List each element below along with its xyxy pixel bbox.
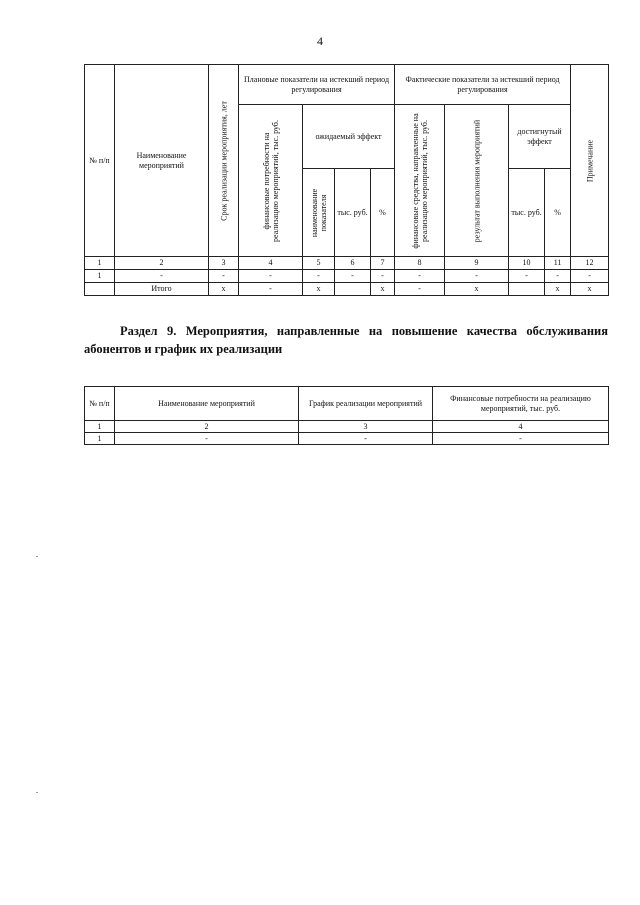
col-header-indicator-name: наименование показателя [303,169,335,257]
col-group-plan: Плановые показатели на истекший период регулирования [239,65,395,105]
table-cell: х [303,283,335,296]
col-header-plan-fin: финансовые потребности на реализацию мероприятий, тыс. руб. [239,105,303,257]
table-cell: - [395,270,445,283]
table-cell: х [545,283,571,296]
col-number: 8 [395,257,445,270]
table-cell [509,283,545,296]
table-cell: - [239,283,303,296]
col-number: 10 [509,257,545,270]
table-cell: - [335,270,371,283]
total-row [85,283,609,296]
col-header-thousand-rub: тыс. руб. [335,169,371,257]
table-cell: - [115,433,299,445]
page-number: 4 [317,34,323,48]
col-header-fact-percent: % [545,169,571,257]
column-number-row [85,421,609,433]
table-cell: - [239,270,303,283]
table-cell: 1 [85,433,115,445]
table-cell: - [545,270,571,283]
col-header-num: № п/п [85,387,115,421]
col-number: 2 [115,257,209,270]
table-cell: - [371,270,395,283]
table-cell: 1 [85,270,115,283]
table-cell [85,283,115,296]
table-cell: - [209,270,239,283]
col-header-expected-effect: ожидаемый эффект [303,105,395,169]
table-cell: х [209,283,239,296]
col-number: 1 [85,257,115,270]
table-row [85,270,609,283]
table-cell: - [433,433,609,445]
financial-plan-table [84,64,609,296]
col-number: 5 [303,257,335,270]
col-header-name: Наименование мероприятий [115,387,299,421]
col-header-fact-fin: финансовые средства, направленные на реализацию мероприятий, тыс. руб. [395,105,445,257]
section-9-table [84,386,609,445]
table-cell: - [115,270,209,283]
col-number: 4 [239,257,303,270]
col-number: 7 [371,257,395,270]
col-group-fact: Фактические показатели за истекший период регулирования [395,65,571,105]
col-header-note: Примечание [571,65,609,257]
col-header-percent: % [371,169,395,257]
total-label: Итого [115,283,209,296]
col-number: 2 [115,421,299,433]
table-cell: - [299,433,433,445]
col-header-finance: Финансовые потребности на реализацию мероприятий, тыс. руб. [433,387,609,421]
table-cell: - [395,283,445,296]
table-cell: х [371,283,395,296]
col-header-result: результат выполнения мероприятий [445,105,509,257]
col-header-achieved-effect: достигнутый эффект [509,105,571,169]
col-header-num: № п/п [85,65,115,257]
col-number: 9 [445,257,509,270]
col-header-schedule: График реализации мероприятий [299,387,433,421]
table-cell: - [571,270,609,283]
col-header-fact-thousand-rub: тыс. руб. [509,169,545,257]
section-9-title: Раздел 9. Мероприятия, направленные на повышение качества обслуживания абонентов и график их реализации [84,324,608,356]
table-cell [335,283,371,296]
table-cell: х [571,283,609,296]
table-cell: х [445,283,509,296]
col-number: 1 [85,421,115,433]
table-cell: - [509,270,545,283]
table-cell: - [445,270,509,283]
col-number: 12 [571,257,609,270]
col-header-name: Наименование мероприятий [115,65,209,257]
column-number-row [85,257,609,270]
table-row [85,433,609,445]
col-number: 11 [545,257,571,270]
col-number: 3 [209,257,239,270]
col-header-term: Срок реализации мероприятия, лет [209,65,239,257]
table-cell: - [303,270,335,283]
scan-mark [36,792,38,793]
col-number: 6 [335,257,371,270]
scan-mark [36,556,38,557]
col-number: 4 [433,421,609,433]
col-number: 3 [299,421,433,433]
